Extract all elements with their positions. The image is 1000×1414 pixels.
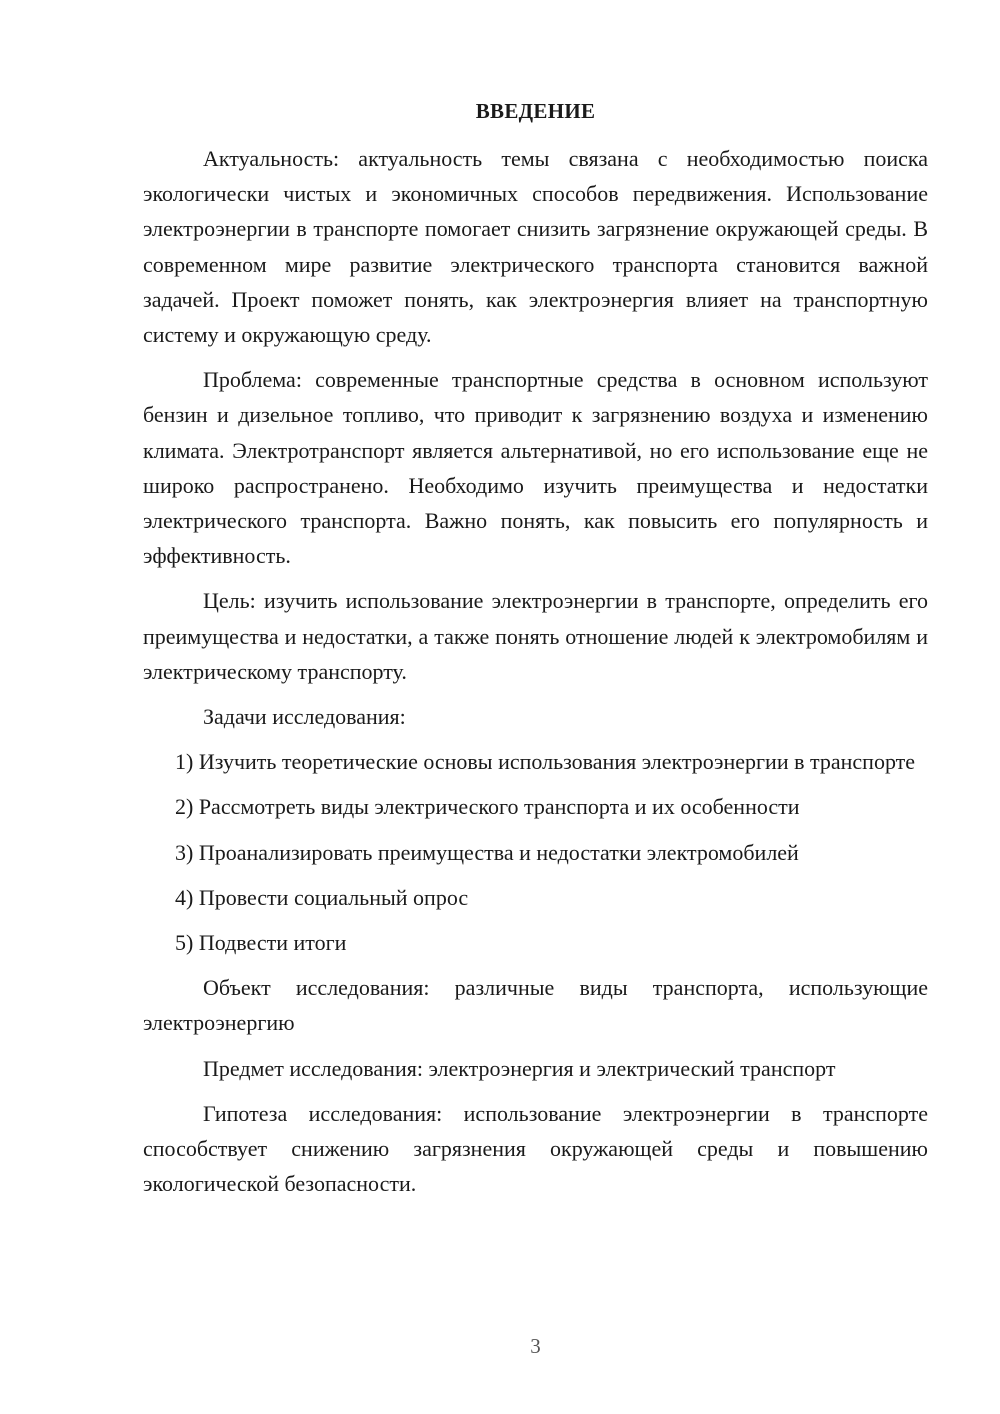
page-title: ВВЕДЕНИЕ (475, 99, 596, 123)
task-item: 4) Провести социальный опрос (175, 884, 469, 910)
body-text (143, 141, 928, 1211)
task-item: 2) Рассмотреть виды электрического транспорта и их особенности (175, 794, 800, 820)
paragraph-subject: Предмет исследования: электроэнергия и электрический транспорт (203, 1055, 836, 1081)
page-number: 3 (530, 1334, 541, 1358)
paragraph-goal: Цель: изучить использование электроэнергии в транспорте, определить его преимущества и недостатки, а также понять отношение людей к электромобилям и электрическому транспорту. (143, 588, 928, 684)
task-item: 5) Подвести итоги (175, 930, 347, 956)
paragraph-object: Объект исследования: различные виды транспорта, использующие электроэнергию (143, 975, 928, 1036)
paragraph-problem: Проблема: современные транспортные средства в основном используют бензин и дизельное топливо, что приводит к загрязнению воздуха и изменению климата. Электротранспорт является альтернативой, но его использование еще не широко распространено. Необходимо изучить преимущества и недостатки электрического транспорта. Важно понять, как повысить его популярность и эффективность. (143, 367, 928, 569)
task-item: 1) Изучить теоретические основы использования электроэнергии в транспорте (175, 749, 916, 775)
paragraph-tasks-heading: Задачи исследования: (203, 704, 406, 730)
paragraph-hypothesis: Гипотеза исследования: использование электроэнергии в транспорте способствует снижению загрязнения окружающей среды и повышению экологической безопасности. (143, 1100, 928, 1197)
task-item: 3) Проанализировать преимущества и недостатки электромобилей (175, 839, 799, 865)
paragraph-relevance: Актуальность: актуальность темы связана с необходимостью поиска экологически чистых и экономичных способов передвижения. Использование электроэнергии в транспорте помогает снизить загрязнение окружающей среды. В современном мире развитие электрического транспорта становится важной задачей. Проект поможет понять, как электроэнергия влияет на транспортную систему и окружающую среду. (143, 146, 928, 348)
